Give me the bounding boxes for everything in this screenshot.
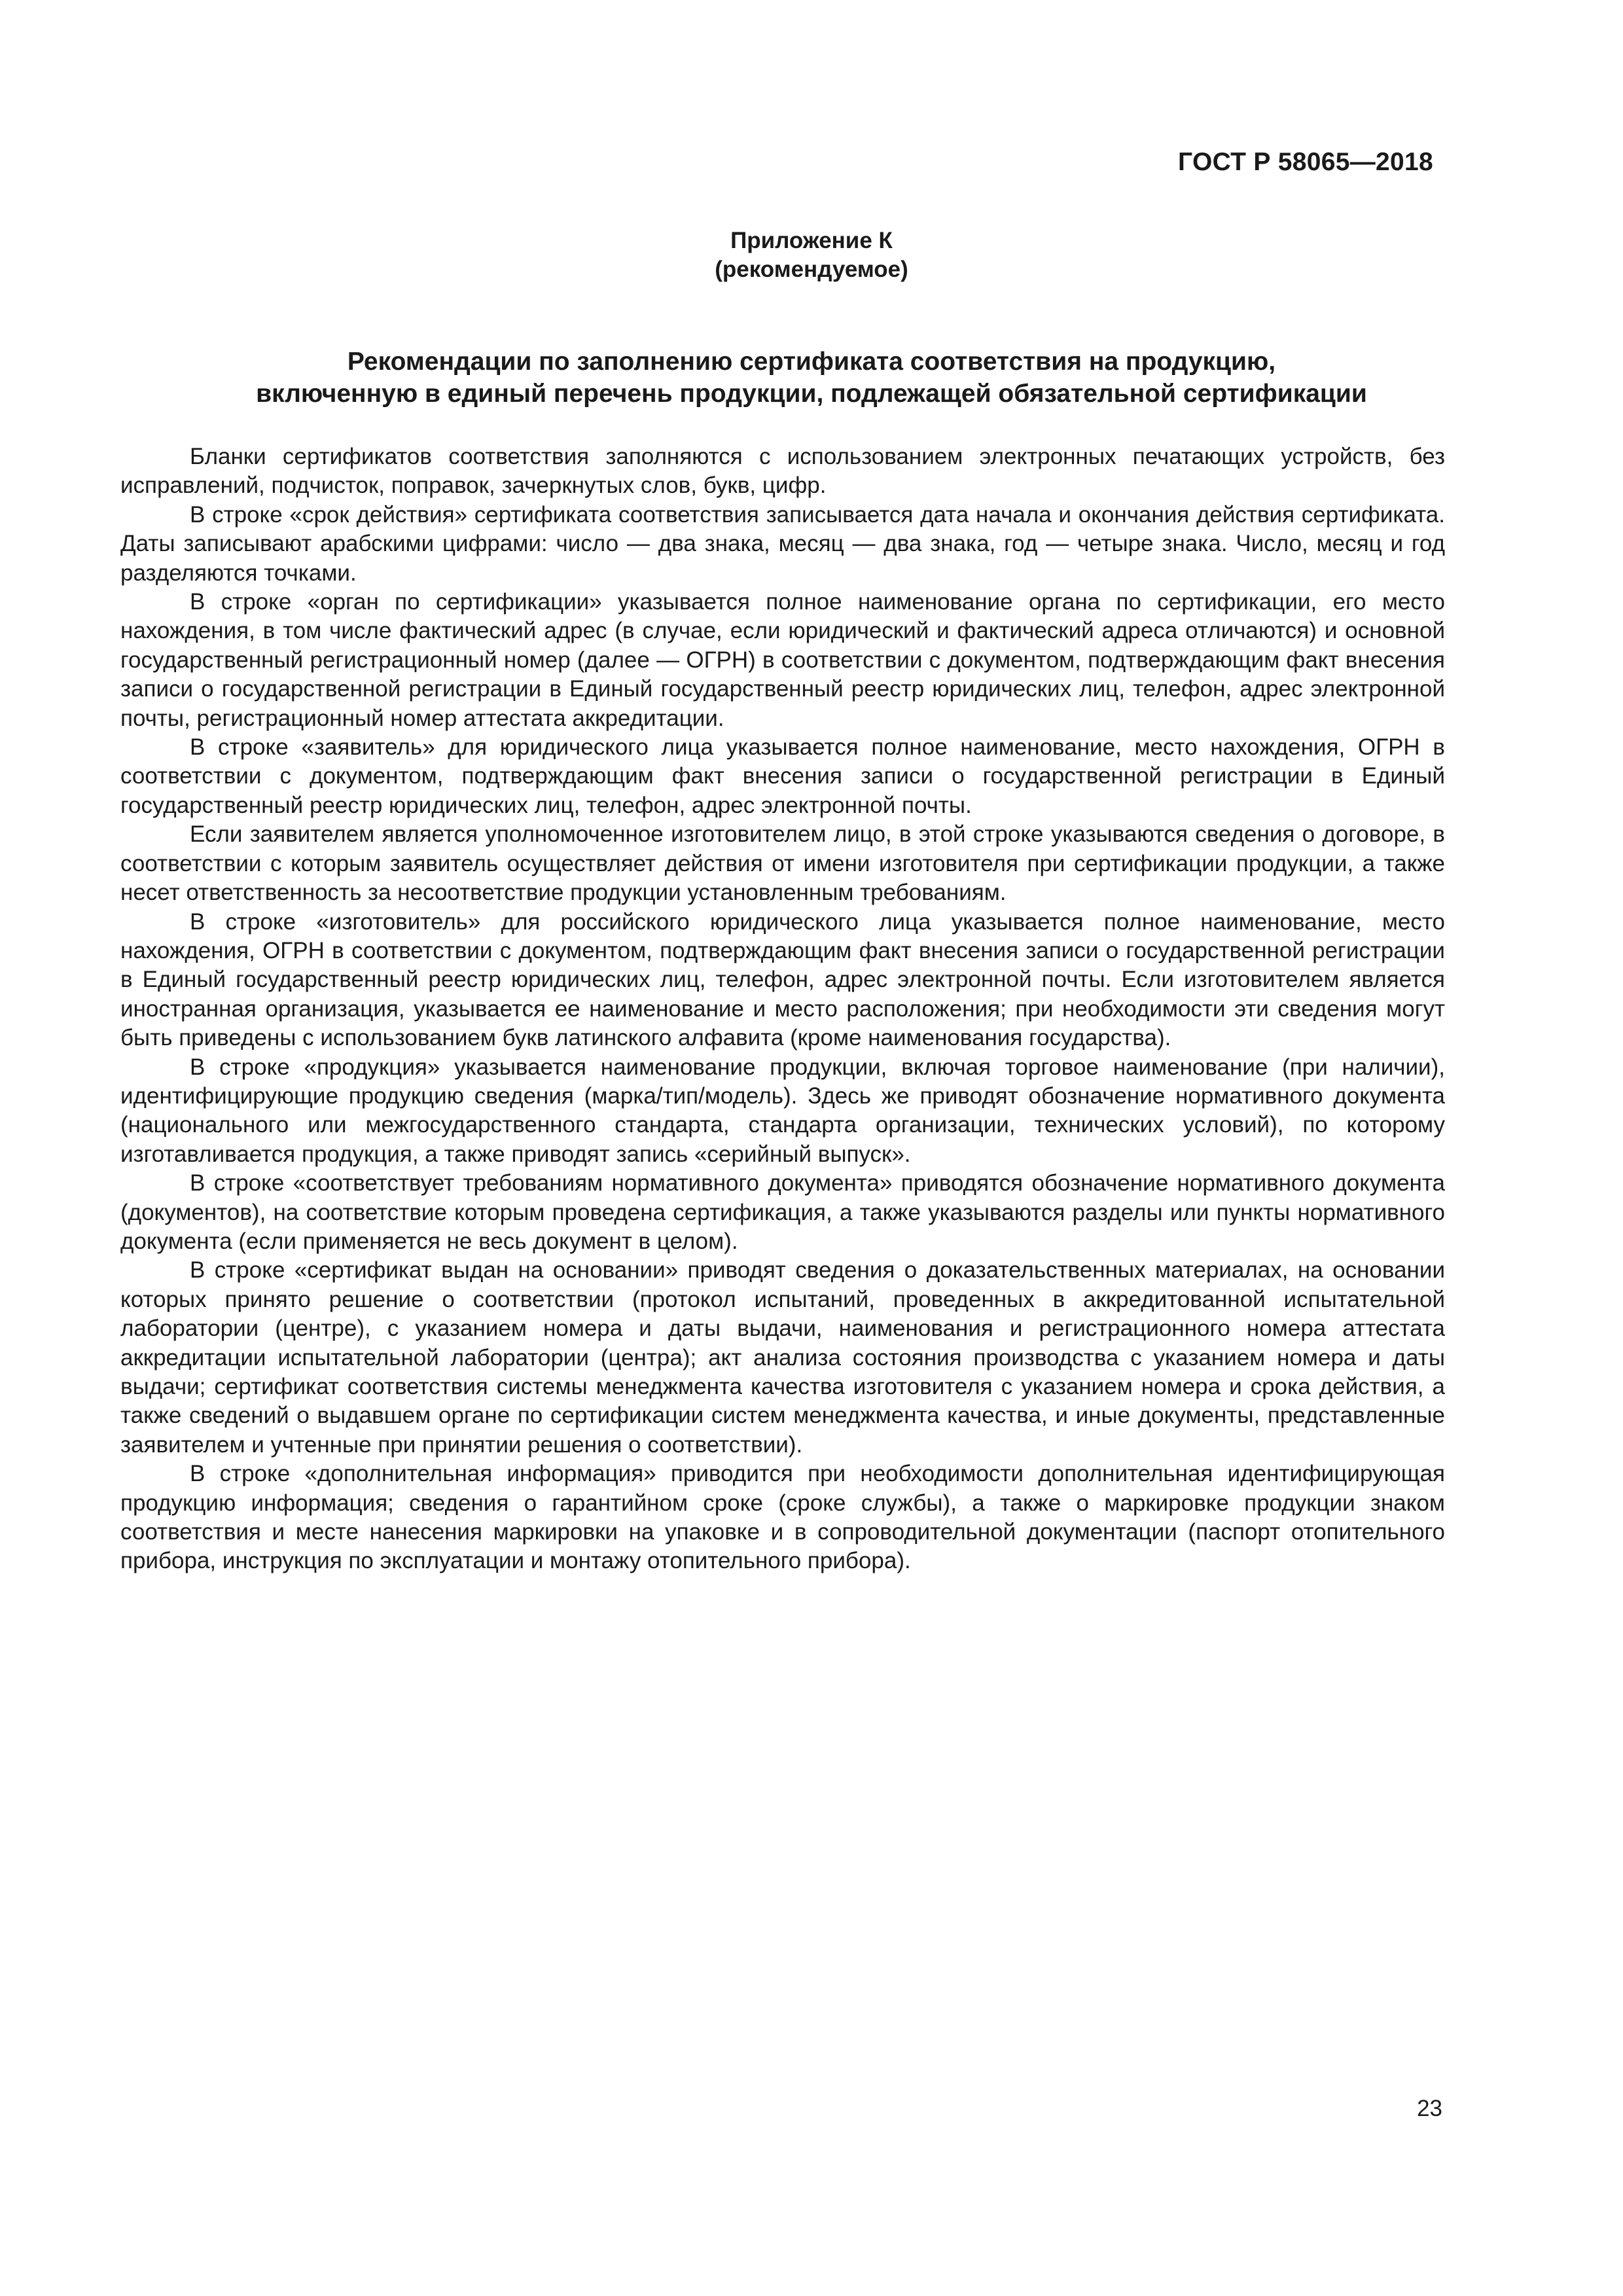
paragraph-certification-body: В строке «орган по сертификации» указывается полное наименование органа по сертификации, его место нахождения, в том числе фактический адрес (в случае, если юридический и фактический адреса отличаются) и основной государственный регистрационный номер (далее — ОГРН) в соответствии с документом, подтверждающим факт внесения записи о государственной регистрации в Единый государственный реестр юридических лиц, телефон, адрес электронной почты, регистрационный номер аттестата аккредитации.	[120, 589, 1445, 731]
paragraph-authorized-person: Если заявителем является уполномоченное изготовителем лицо, в этой строке указываются сведения о договоре, в соответствии с которым заявитель осуществляет действия от имени изготовителя при сертификации продукции, а также несет ответственность за несоответствие продукции установленным требованиям.	[120, 821, 1445, 906]
annex-title: Приложение К	[730, 228, 893, 253]
heading-line-2: включенную в единый перечень продукции, подлежащей обязательной сертификации	[256, 380, 1367, 408]
body-text	[120, 442, 1445, 1576]
heading-line-1: Рекомендации по заполнению сертификата соответствия на продукцию,	[347, 348, 1276, 376]
document-code: ГОСТ Р 58065—2018	[1178, 148, 1433, 176]
annex-status: (рекомендуемое)	[715, 257, 908, 282]
paragraph-additional-info: В строке «дополнительная информация» приводится при необходимости дополнительная идентифицирующая продукцию информация; сведения о гарантийном сроке (сроке службы), а также о маркировке продукции знаком соответствия и месте нанесения маркировки на упаковке и в сопроводительной документации (паспорт отопительного прибора, инструкция по эксплуатации и монтажу отопительного прибора).	[120, 1461, 1445, 1574]
annex-title-block	[0, 226, 1623, 284]
paragraph-forms: Бланки сертификатов соответствия заполняются с использованием электронных печатающих устройств, без исправлений, подчисток, поправок, зачеркнутых слов, букв, цифр.	[120, 444, 1445, 499]
paragraph-validity: В строке «срок действия» сертификата соответствия записывается дата начала и окончания действия сертификата. Даты записывают арабскими цифрами: число — два знака, месяц — два знака, год — четыре знака. Число, месяц и год разделяются точками.	[120, 501, 1445, 586]
paragraph-manufacturer: В строке «изготовитель» для российского юридического лица указывается полное наименование, место нахождения, ОГРН в соответствии с документом, подтверждающим факт внесения записи о государственной регистрации в Единый государственный реестр юридических лиц, телефон, адрес электронной почты. Если изготовителем является иностранная организация, указывается ее наименование и место расположения; при необходимости эти сведения могут быть приведены с использованием букв латинского алфавита (кроме наименования государства).	[120, 908, 1445, 1051]
document-heading	[0, 346, 1623, 410]
paragraph-applicant: В строке «заявитель» для юридического лица указывается полное наименование, место нахождения, ОГРН в соответствии с документом, подтверждающим факт внесения записи о государственной регистрации в Единый государственный реестр юридических лиц, телефон, адрес электронной почты.	[120, 734, 1445, 818]
page-number: 23	[1417, 2096, 1442, 2121]
paragraph-basis: В строке «сертификат выдан на основании» приводят сведения о доказательственных материалах, на основании которых принято решение о соответствии (протокол испытаний, проведенных в аккредитованной испытательной лаборатории (центре), с указанием номера и даты выдачи, наименования и регистрационного номера аттестата аккредитации испытательной лаборатории (центра); акт анализа состояния производства с указанием номера и даты выдачи; сертификат соответствия системы менеджмента качества изготовителя с указанием номера и срока действия, а также сведений о выдавшем органе по сертификации систем менеджмента качества, и иные документы, представленные заявителем и учтенные при принятии решения о соответствии).	[120, 1257, 1445, 1458]
paragraph-normative-document: В строке «соответствует требованиям нормативного документа» приводятся обозначение нормативного документа (документов), на соответствие которым проведена сертификация, а также указываются разделы или пункты нормативного документа (если применяется не весь документ в целом).	[120, 1170, 1445, 1254]
paragraph-product: В строке «продукция» указывается наименование продукции, включая торговое наименование (при наличии), идентифицирующие продукцию сведения (марка/тип/модель). Здесь же приводят обозначение нормативного документа (национального или межгосударственного стандарта, стандарта организации, технических условий), по которому изготавливается продукция, а также приводят запись «серийный выпуск».	[120, 1054, 1445, 1167]
